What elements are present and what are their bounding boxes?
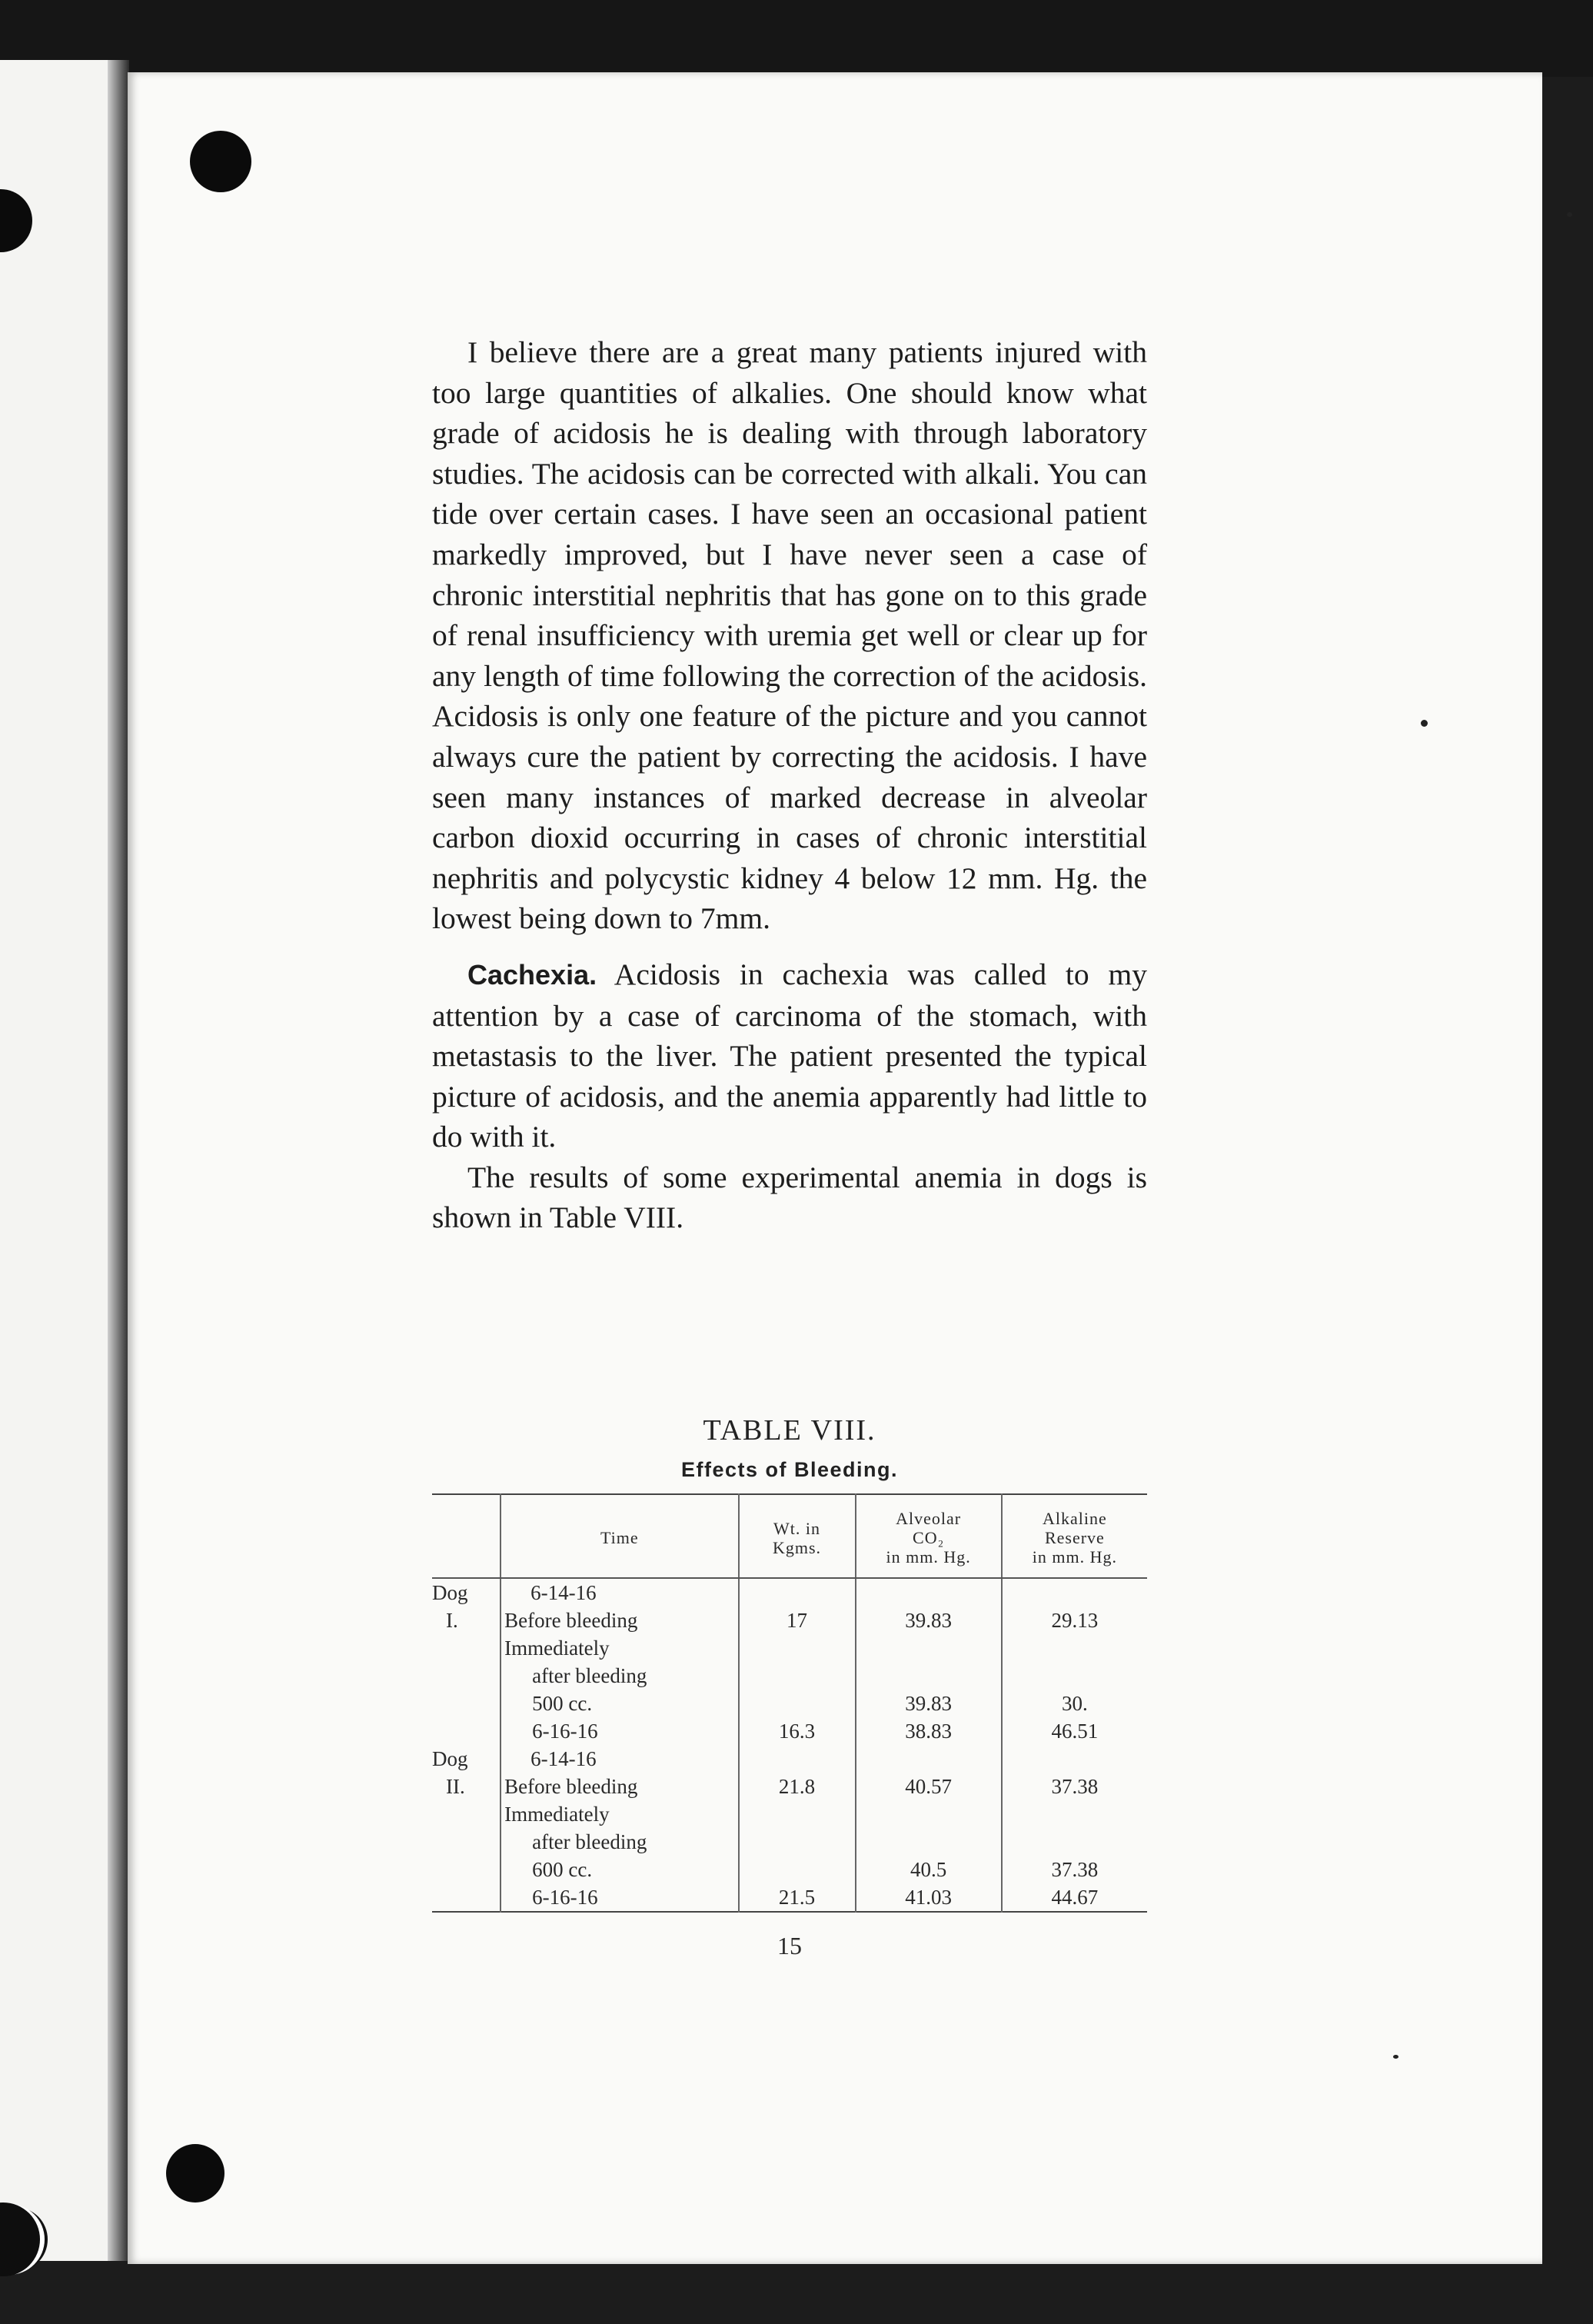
table-row xyxy=(432,1773,1147,1800)
paragraph-acidosis: I believe there are a great many patients injured with too large quantities of alkalies. One should know what grade of acidosis he is dealing with through laboratory studies. The acidosis can be corrected with alkali. You can tide over certain cases. I have seen an occasional patient markedly improved, but I have never seen a case of chronic interstitial nephritis that has gone on to this grade of renal insufficiency with uremia get well or clear up for any length of time following the correction of the acidosis. Acidosis is only one feature of the picture and you cannot always cure the patient by correcting the acidosis. I have seen many instances of marked decrease in alveolar carbon dioxid occurring in cases of chronic interstitial nephritis and polycystic kidney 4 below 12 mm. Hg. the lowest being down to 7mm. xyxy=(432,335,1147,936)
dog-label xyxy=(432,1883,501,1912)
scan-speck xyxy=(1421,720,1428,727)
table-row xyxy=(432,1800,1147,1828)
dog-label xyxy=(432,1662,501,1690)
co2-cell xyxy=(856,1745,1002,1773)
weight-cell xyxy=(739,1578,856,1606)
time-cell: Before bleeding xyxy=(501,1773,738,1800)
run-in-heading: Cachexia. xyxy=(467,958,597,991)
header-dog xyxy=(432,1494,501,1578)
weight-cell: 21.8 xyxy=(739,1773,856,1800)
time-cell: Before bleeding xyxy=(501,1606,738,1634)
table-row xyxy=(432,1745,1147,1773)
alkaline-cell: 37.38 xyxy=(1002,1856,1147,1883)
alkaline-cell xyxy=(1002,1662,1147,1690)
bleeding-table xyxy=(432,1493,1147,1913)
table-row xyxy=(432,1690,1147,1717)
weight-cell: 17 xyxy=(739,1606,856,1634)
weight-cell xyxy=(739,1800,856,1828)
punch-hole-top xyxy=(190,131,251,192)
table-title: TABLE VIII. xyxy=(703,1414,876,1447)
time-cell: 600 cc. xyxy=(501,1856,738,1883)
punch-hole-left-bottom xyxy=(0,2202,40,2276)
co2-cell xyxy=(856,1634,1002,1662)
time-cell: 500 cc. xyxy=(501,1690,738,1717)
body-text xyxy=(432,332,1147,1238)
co2-cell: 40.5 xyxy=(856,1856,1002,1883)
dog-label xyxy=(432,1856,501,1883)
table-row xyxy=(432,1883,1147,1912)
dog-label xyxy=(432,1717,501,1745)
adjacent-page-edge xyxy=(0,60,115,2261)
dog-label xyxy=(432,1828,501,1856)
table-row xyxy=(432,1828,1147,1856)
weight-cell xyxy=(739,1856,856,1883)
dog-label xyxy=(432,1634,501,1662)
time-cell: Immediately xyxy=(501,1800,738,1828)
time-cell: 6-16-16 xyxy=(501,1883,738,1912)
alkaline-cell: 46.51 xyxy=(1002,1717,1147,1745)
table-row xyxy=(432,1717,1147,1745)
co2-cell: 41.03 xyxy=(856,1883,1002,1912)
co2-cell: 40.57 xyxy=(856,1773,1002,1800)
header-alveolar-co2: Alveolar CO₂ in mm. Hg. xyxy=(856,1494,1002,1578)
page-number: 15 xyxy=(777,1932,802,1959)
co2-cell: 39.83 xyxy=(856,1606,1002,1634)
header-alkaline-reserve: Alkaline Reserve in mm. Hg. xyxy=(1002,1494,1147,1578)
alkaline-cell xyxy=(1002,1800,1147,1828)
alkaline-cell xyxy=(1002,1578,1147,1606)
time-cell: 6-14-16 xyxy=(501,1578,738,1606)
paragraph-cachexia xyxy=(432,954,1147,1157)
dog-label: Dog xyxy=(432,1747,468,1770)
page-gutter-shadow xyxy=(108,60,129,2261)
dog-label xyxy=(432,1800,501,1828)
weight-cell xyxy=(739,1662,856,1690)
co2-cell xyxy=(856,1800,1002,1828)
weight-cell xyxy=(739,1690,856,1717)
weight-cell xyxy=(739,1634,856,1662)
co2-cell: 38.83 xyxy=(856,1717,1002,1745)
alkaline-cell xyxy=(1002,1828,1147,1856)
table-row xyxy=(432,1856,1147,1883)
time-cell: after bleeding xyxy=(501,1828,738,1856)
alkaline-cell: 44.67 xyxy=(1002,1883,1147,1912)
table-row xyxy=(432,1578,1147,1606)
table-row xyxy=(432,1634,1147,1662)
alkaline-cell: 29.13 xyxy=(1002,1606,1147,1634)
header-time: Time xyxy=(501,1494,738,1578)
weight-cell: 21.5 xyxy=(739,1883,856,1912)
punch-hole-bottom xyxy=(166,2144,224,2202)
time-cell: 6-16-16 xyxy=(501,1717,738,1745)
header-weight: Wt. in Kgms. xyxy=(739,1494,856,1578)
weight-cell xyxy=(739,1745,856,1773)
dog-label xyxy=(432,1690,501,1717)
dog-label: Dog xyxy=(432,1581,468,1604)
co2-cell xyxy=(856,1828,1002,1856)
scan-top-border xyxy=(0,0,1593,77)
time-cell: Immediately xyxy=(501,1634,738,1662)
alkaline-cell xyxy=(1002,1634,1147,1662)
co2-cell xyxy=(856,1662,1002,1690)
weight-cell xyxy=(739,1828,856,1856)
alkaline-cell xyxy=(1002,1745,1147,1773)
alkaline-cell: 30. xyxy=(1002,1690,1147,1717)
weight-cell: 16.3 xyxy=(739,1717,856,1745)
scan-speck xyxy=(1393,2055,1398,2059)
table-header-row xyxy=(432,1494,1147,1578)
scan-speck xyxy=(1567,212,1572,217)
table-row xyxy=(432,1662,1147,1690)
punch-hole-left-top xyxy=(0,189,32,252)
table-row xyxy=(432,1606,1147,1634)
time-cell: 6-14-16 xyxy=(501,1745,738,1773)
dog-number: II. xyxy=(446,1775,465,1798)
co2-cell xyxy=(856,1578,1002,1606)
cachexia-text: Acidosis in cachexia was called to my attention by a case of carcinoma of the stomach, with metastasis to the liver. The patient presented the typical picture of acidosis, and the anemia apparently had little to do with it. xyxy=(432,957,1147,1154)
paragraph-table-intro: The results of some experimental anemia in dogs is shown in Table VIII. xyxy=(432,1160,1147,1235)
co2-cell: 39.83 xyxy=(856,1690,1002,1717)
time-cell: after bleeding xyxy=(501,1662,738,1690)
alkaline-cell: 37.38 xyxy=(1002,1773,1147,1800)
table-subtitle: Effects of Bleeding. xyxy=(680,1458,899,1481)
dog-number: I. xyxy=(446,1609,458,1632)
